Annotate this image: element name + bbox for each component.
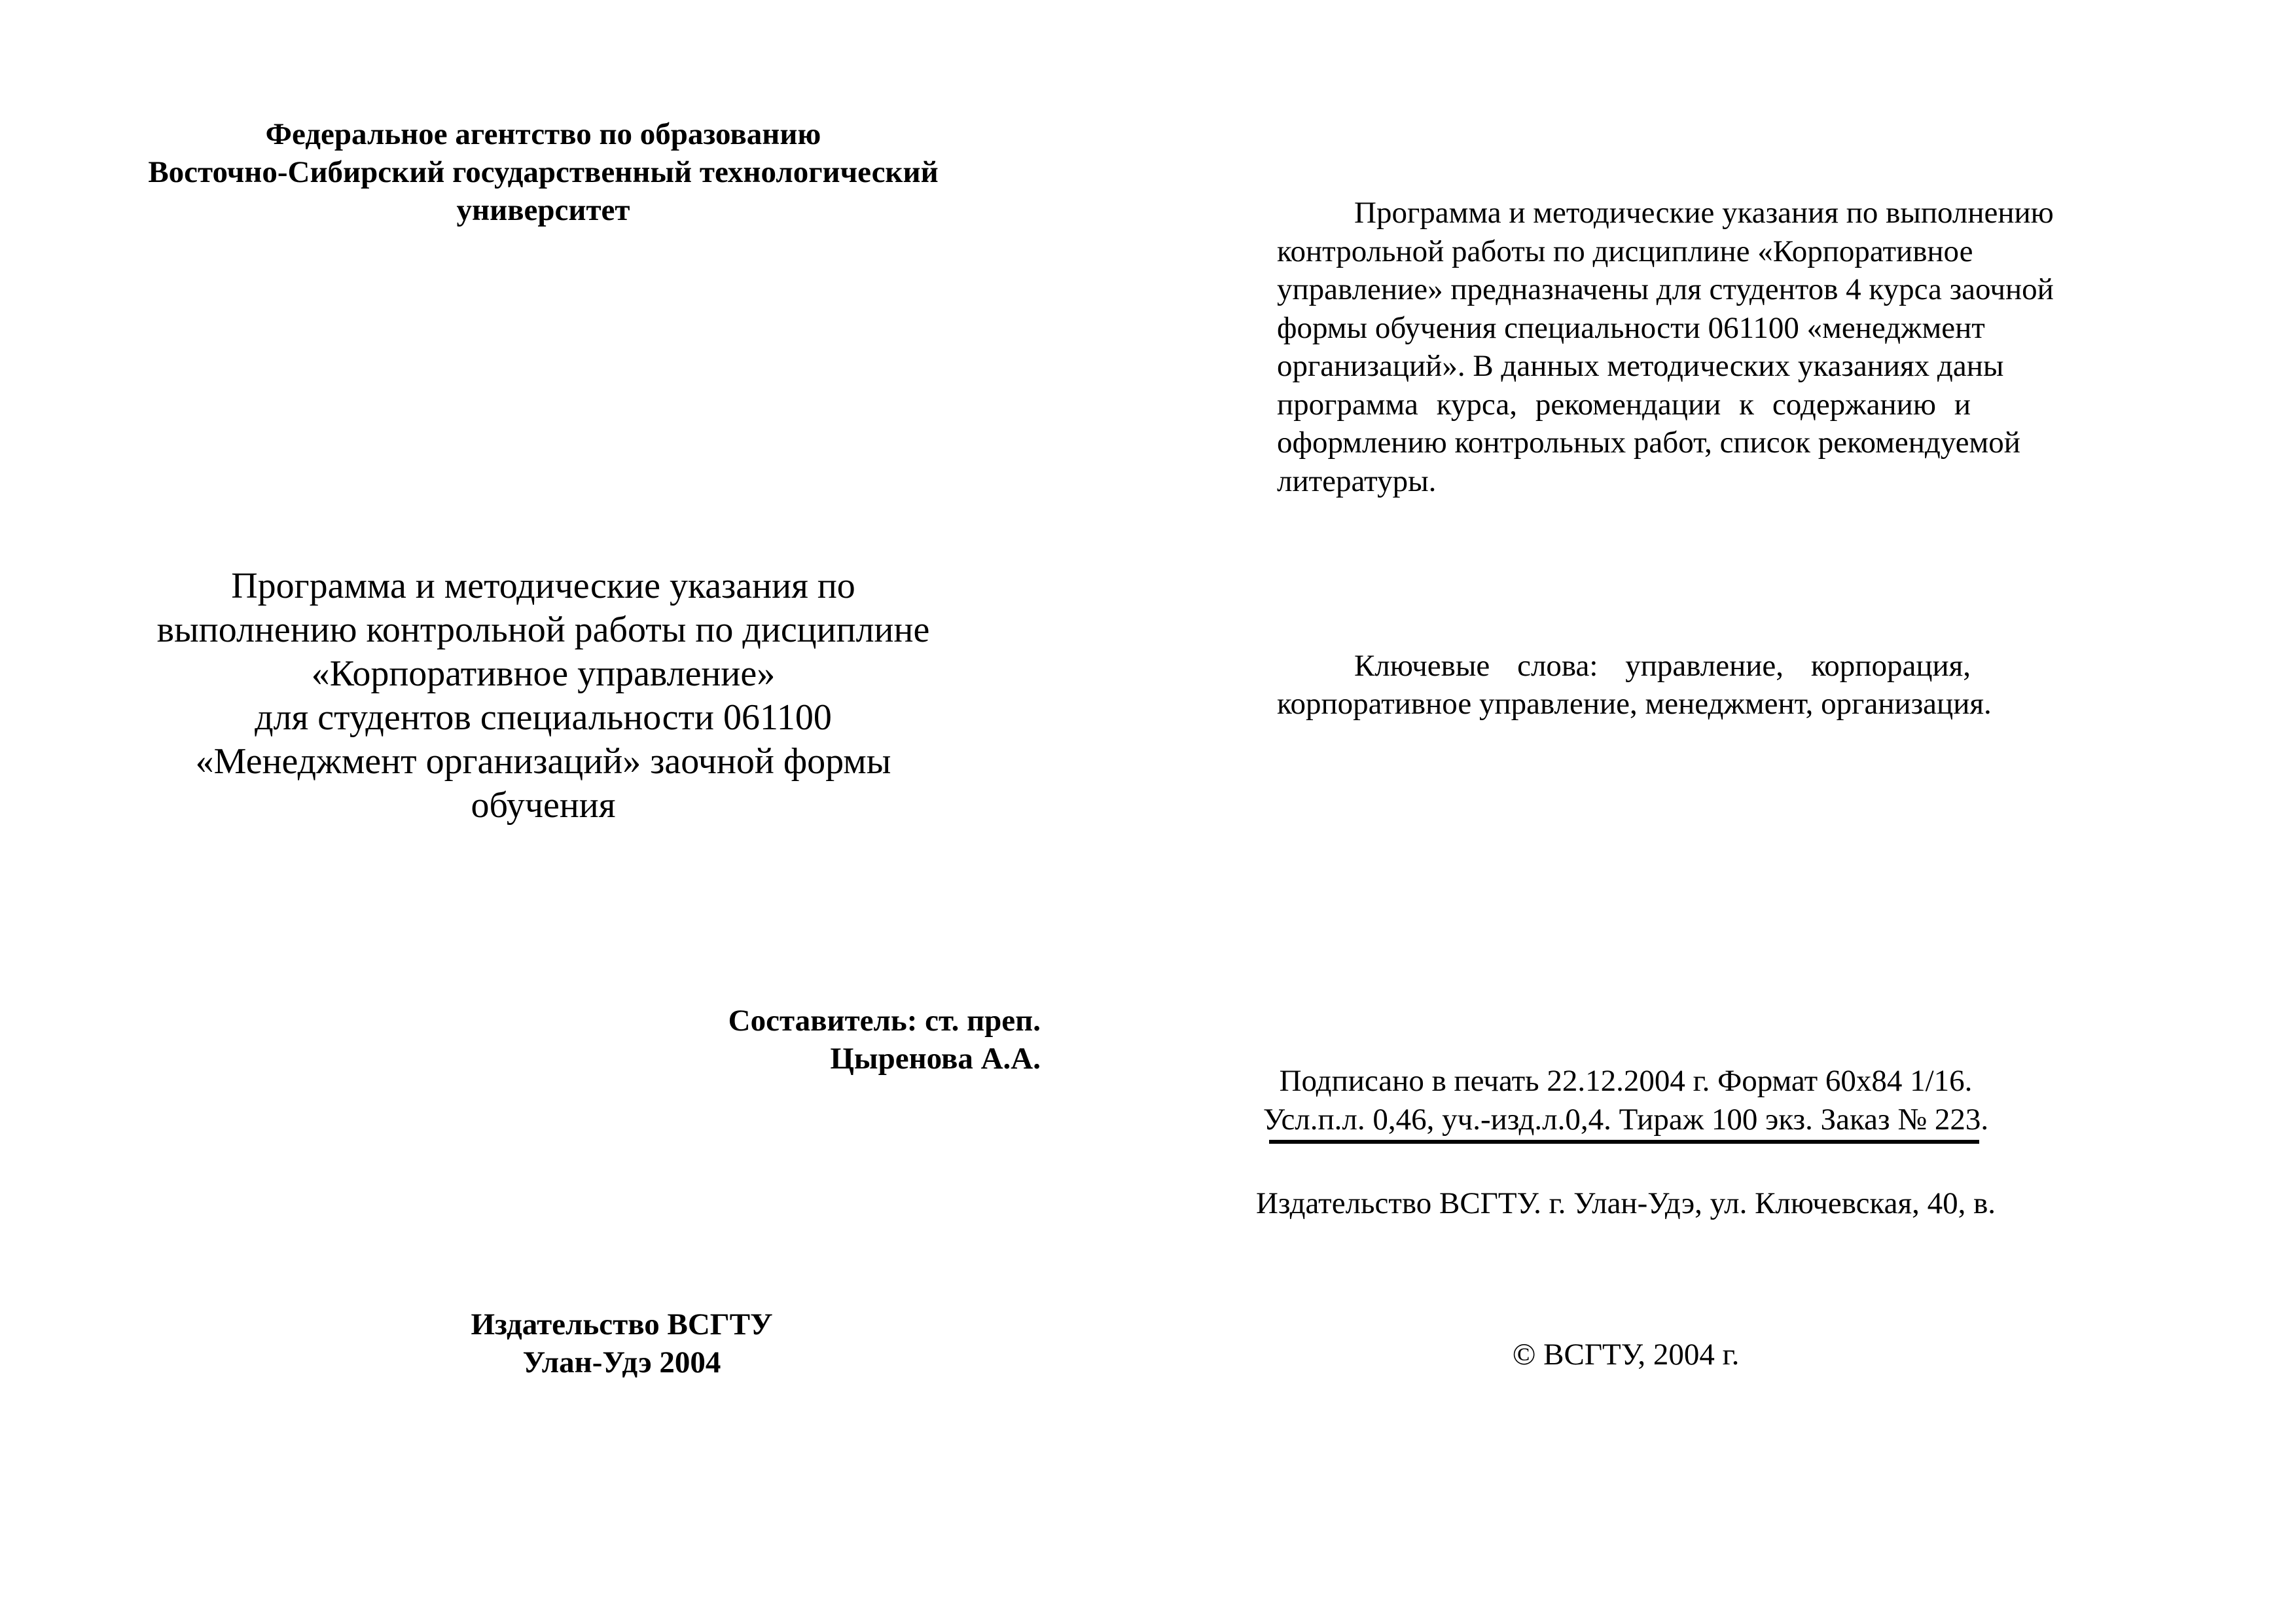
annotation-line: формы обучения специальности 061100 «менеджмент [1277,310,1985,345]
copyright-notice [1253,1336,1999,1374]
institution-line: Восточно-Сибирский государственный технологический [148,155,939,189]
compiler-name: Цыренова А.А. [830,1042,1041,1076]
right-page [1148,0,2296,1623]
annotation-line: литературы. [1277,464,1437,498]
compiler-credit [458,1002,1041,1078]
publisher-address [1253,1184,1999,1222]
annotation-line: управление» предназначены для студентов 4 курса заочной [1277,272,2054,306]
institution-line: Федеральное агентство по образованию [265,117,821,151]
keywords-paragraph [1277,647,1992,723]
title-line: «Менеджмент организаций» заочной формы [195,741,891,782]
title-line: для студентов специальности 061100 [255,697,832,738]
annotation-line: программа курса, рекомендации к содержанию и [1277,387,1971,422]
annotation-line: Программа и методические указания по выполнению [1354,196,2054,230]
annotation-paragraph [1277,194,2054,500]
imprint-publisher: Издательство ВСГТУ [471,1307,773,1341]
document-title [118,564,969,828]
title-line: «Корпоративное управление» [311,653,776,694]
institution-header [118,115,969,229]
keywords-line: Ключевые слова: управление, корпорация, [1354,649,1971,683]
annotation-line: оформлению контрольных работ, список рекомендуемой [1277,426,2020,460]
print-info-line: Усл.п.л. 0,46, уч.-изд.л.0,4. Тираж 100 экз. Заказ № 223. [1263,1103,1989,1137]
institution-line: университет [456,193,630,227]
keywords-line: корпоративное управление, менеджмент, организация. [1277,687,1992,721]
annotation-line: организаций». В данных методических указаниях даны [1277,349,2004,383]
title-line: обучения [471,785,616,826]
copyright-text: © ВСГТУ, 2004 г. [1512,1338,1740,1372]
print-info-line: Подписано в печать 22.12.2004 г. Формат 60х84 1/16. [1279,1064,1973,1098]
annotation-line: контрольной работы по дисциплине «Корпоративное [1277,234,1973,268]
imprint-city-year: Улан-Удэ 2004 [522,1345,721,1379]
title-line: выполнению контрольной работы по дисциплине [156,610,930,650]
publisher-address-text: Издательство ВСГТУ. г. Улан-Удэ, ул. Ключевская, 40, в. [1255,1186,1996,1220]
print-details [1253,1062,1999,1139]
publisher-imprint [327,1305,916,1381]
horizontal-rule [1269,1140,1979,1144]
title-line: Программа и методические указания по [231,566,855,606]
compiler-role: Составитель: ст. преп. [728,1004,1041,1038]
